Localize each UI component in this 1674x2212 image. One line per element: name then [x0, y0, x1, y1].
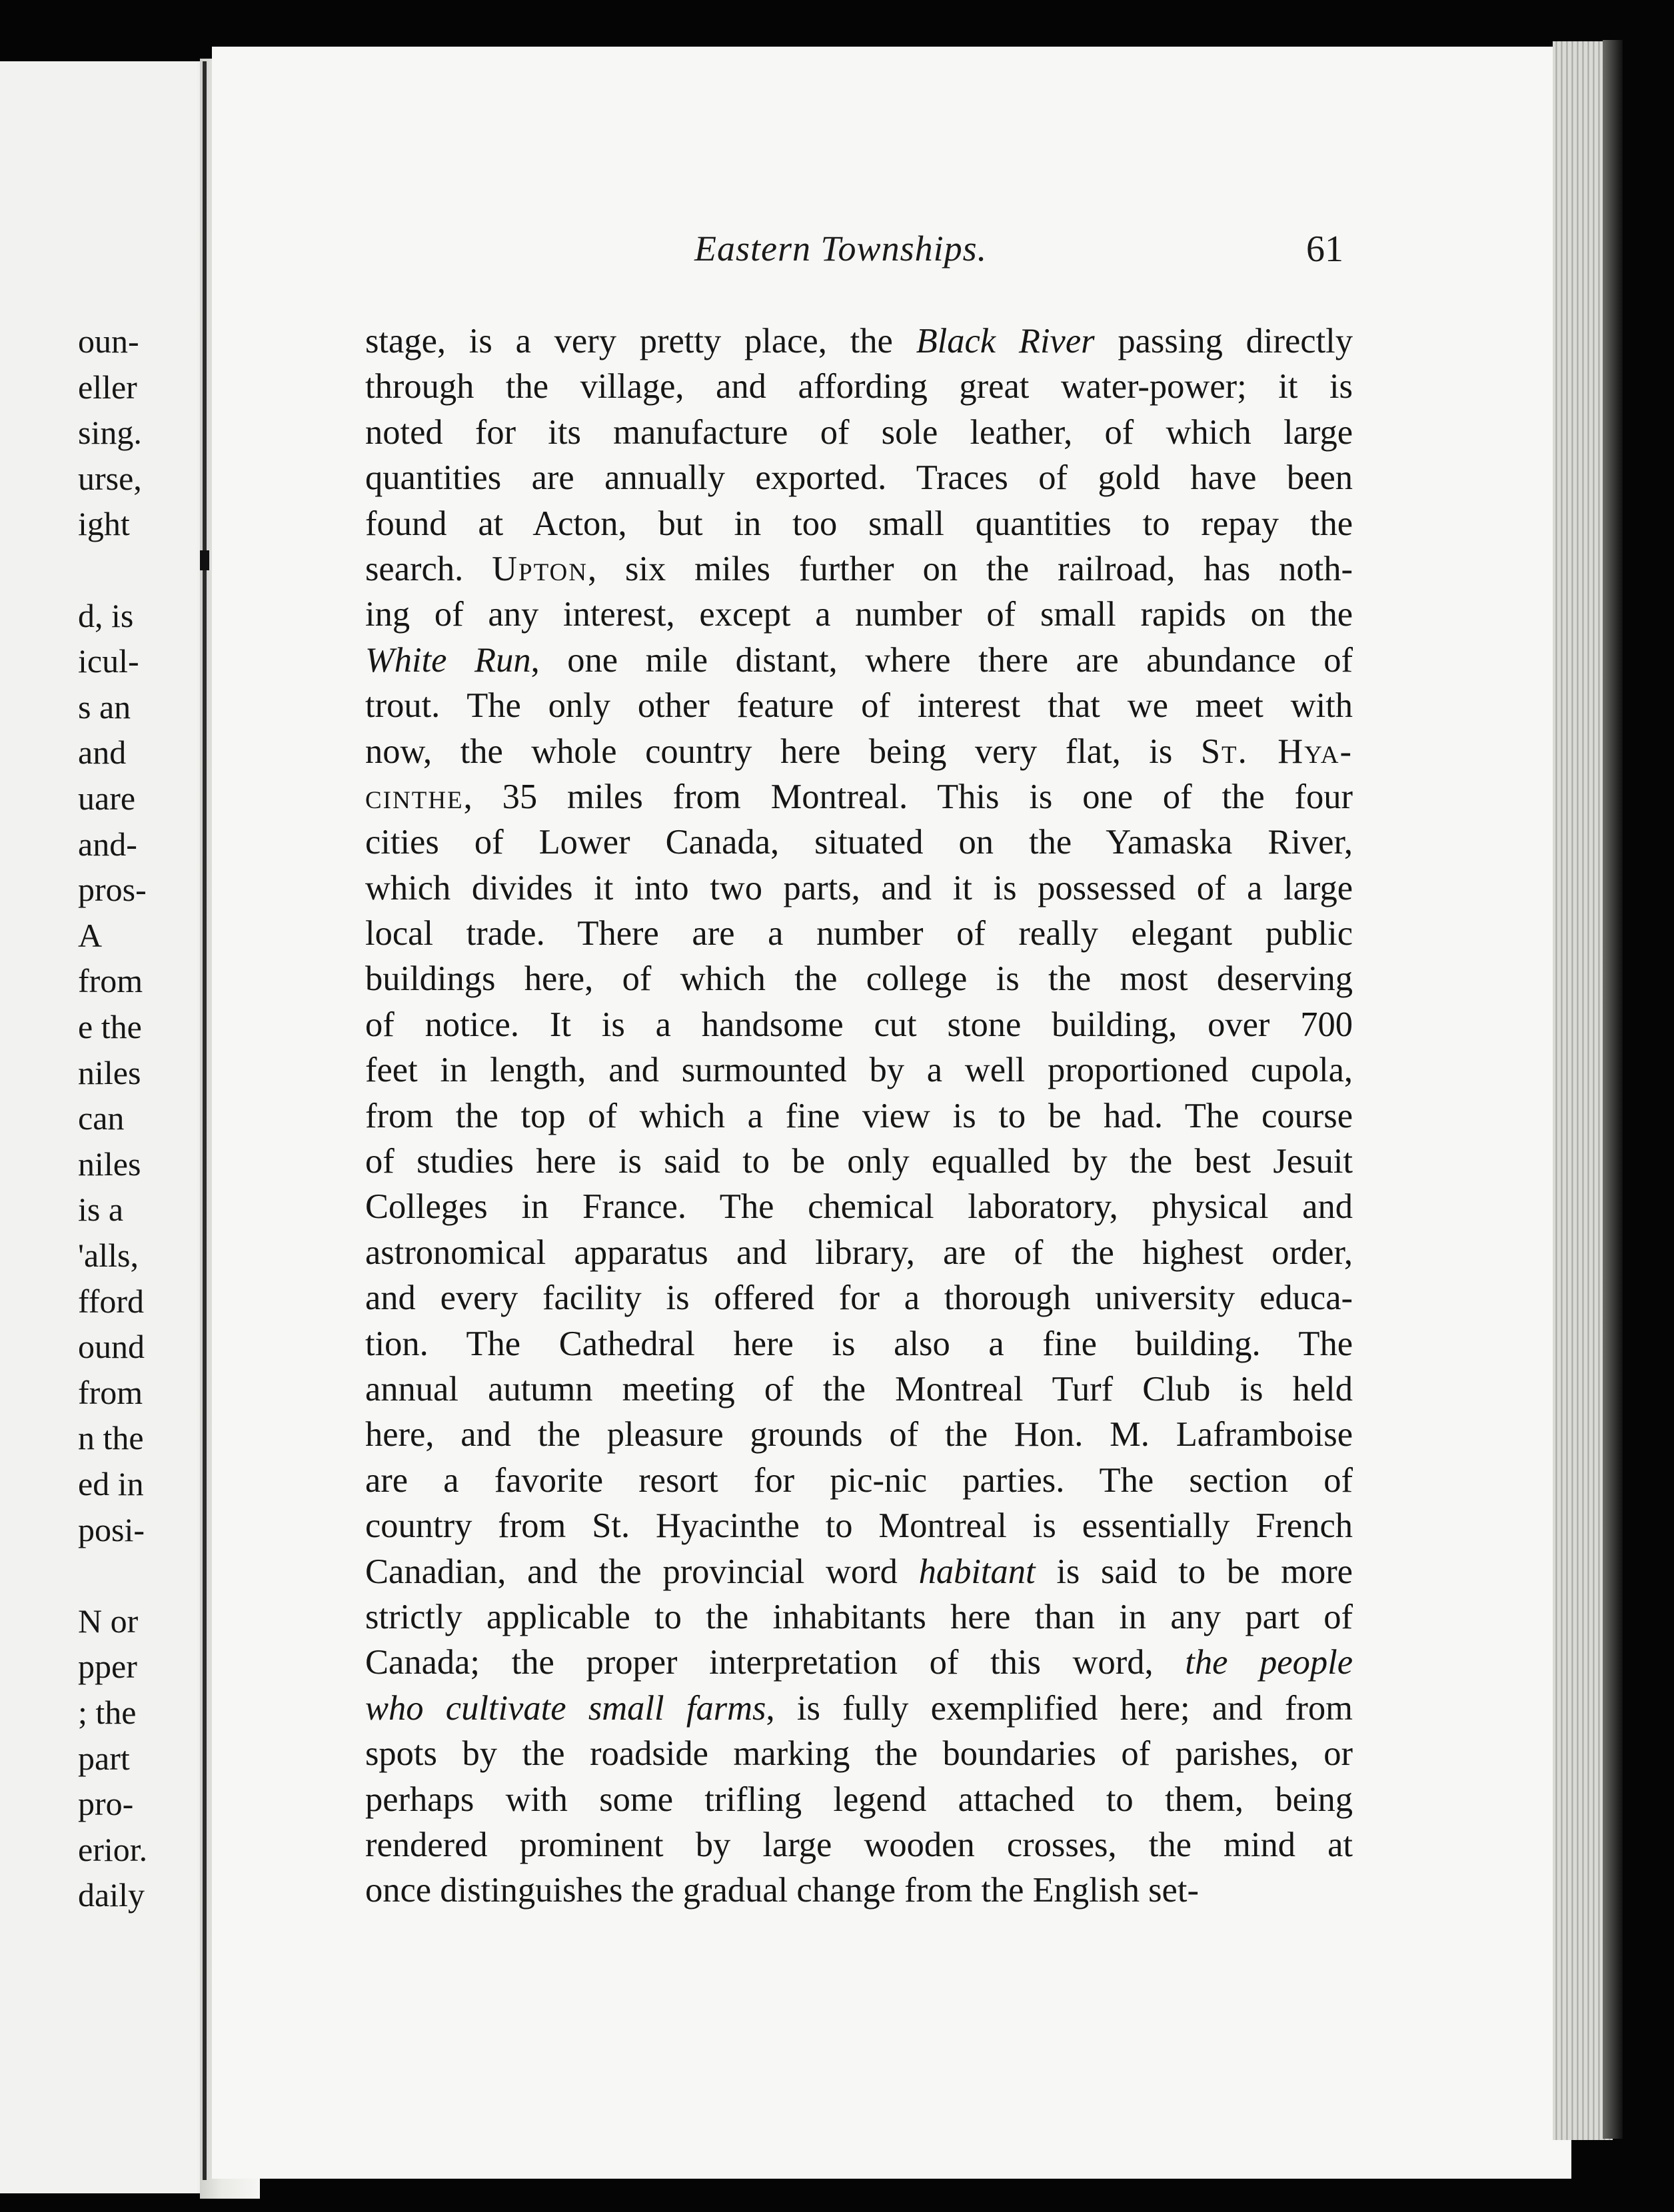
- small-caps-text-run: Upton: [492, 549, 588, 588]
- page-header: [0, 228, 1674, 275]
- text-run: now, the whole country here being very flat, is: [365, 732, 1201, 771]
- text-run: search.: [365, 549, 492, 588]
- running-head: Eastern Townships.: [694, 229, 988, 269]
- text-line: [365, 820, 1353, 865]
- left-page-fragment: can: [78, 1099, 125, 1137]
- text-run: , one mile distant, where there are abundance of: [530, 640, 1353, 680]
- text-run: found at Acton, but in too small quantities to repay the: [365, 504, 1353, 543]
- text-run: local trade. There are a number of really elegant public: [365, 914, 1353, 953]
- text-run: strictly applicable to the inhabitants here than in any part of: [365, 1597, 1353, 1636]
- italic-text-run: White Run: [365, 640, 531, 680]
- text-line: [365, 1594, 1353, 1640]
- left-page-fragment: A: [78, 916, 103, 954]
- italic-text-run: who cultivate small farms: [365, 1688, 766, 1728]
- text-line: [365, 1184, 1353, 1229]
- left-page-fragment: niles: [78, 1053, 141, 1091]
- text-line: [365, 1822, 1353, 1868]
- text-line: [365, 1230, 1353, 1275]
- text-run: through the village, and affording great water-power; it is: [365, 367, 1353, 406]
- left-page-fragment: ed in: [78, 1465, 144, 1502]
- left-page-fragment: erior.: [78, 1830, 148, 1868]
- text-line: [365, 546, 1353, 592]
- text-line: [365, 1093, 1353, 1139]
- italic-text-run: Black River: [916, 322, 1095, 360]
- text-line: [365, 455, 1353, 500]
- left-page-fragment: sing.: [78, 414, 142, 452]
- left-page-fragment: daily: [78, 1876, 145, 1914]
- text-run: trout. The only other feature of interest that we meet with: [365, 686, 1353, 726]
- text-line: [365, 865, 1353, 911]
- text-run: , 35 miles from Montreal. This is one of the four: [463, 777, 1353, 816]
- text-line: [365, 911, 1353, 956]
- text-run: of studies here is said to be only equalled by the best Jesuit: [365, 1142, 1353, 1181]
- text-line: [365, 774, 1353, 820]
- left-page-fragment: ; the: [78, 1694, 137, 1731]
- left-page-fragment: oun-: [78, 322, 139, 360]
- text-run: tion. The Cathedral here is also a fine building. The: [365, 1324, 1353, 1363]
- text-run: stage, is a very pretty place, the: [365, 322, 916, 360]
- page-body-text: [365, 318, 1353, 1914]
- text-line: [365, 683, 1353, 728]
- text-run: is said to be more: [1035, 1552, 1353, 1591]
- text-line: [365, 410, 1353, 455]
- text-run: passing directly: [1094, 322, 1353, 360]
- left-page-fragment: niles: [78, 1145, 141, 1183]
- left-page-fragment: 'alls,: [78, 1237, 139, 1274]
- italic-text-run: habitant: [918, 1552, 1036, 1591]
- text-line: [365, 1321, 1353, 1367]
- gutter-binding-mark: [200, 550, 209, 570]
- text-line: [365, 1002, 1353, 1047]
- text-run: noted for its manufacture of sole leather, of which large: [365, 412, 1353, 452]
- left-page-fragment: eller: [78, 368, 137, 406]
- left-page-fragment: pros-: [78, 871, 147, 909]
- text-line: [365, 1367, 1353, 1412]
- text-run: here, and the pleasure grounds of the Hon. M. Laframboise: [365, 1415, 1353, 1454]
- left-page-fragment: icul-: [78, 642, 139, 680]
- text-run: buildings here, of which the college is the most deserving: [365, 959, 1353, 999]
- text-line: [365, 1139, 1353, 1184]
- text-run: ing of any interest, except a number of small rapids on the: [365, 595, 1353, 634]
- left-page-fragment: ight: [78, 505, 130, 543]
- left-page-fragment: N or: [78, 1602, 139, 1640]
- left-page-fragment: d, is: [78, 596, 134, 634]
- gutter-binding-line: [203, 61, 207, 2180]
- text-run: annual autumn meeting of the Montreal Turf Club is held: [365, 1369, 1353, 1408]
- text-line: [365, 1458, 1353, 1503]
- left-page-fragment: from: [78, 962, 143, 1000]
- text-line: [365, 592, 1353, 637]
- text-run: of notice. It is a handsome cut stone building, over 700: [365, 1005, 1353, 1044]
- text-run: which divides it into two parts, and it is possessed of a large: [365, 868, 1353, 907]
- text-line: [365, 318, 1353, 364]
- text-run: rendered prominent by large wooden crosses, the mind at: [365, 1825, 1353, 1864]
- left-page: [0, 61, 215, 2193]
- left-page-fragment: is a: [78, 1191, 124, 1229]
- text-line: [365, 1275, 1353, 1321]
- left-page-fragment: part: [78, 1739, 130, 1777]
- left-page-fragment: posi-: [78, 1510, 145, 1548]
- left-page-fragment: fford: [78, 1282, 145, 1320]
- left-page-fragment: pper: [78, 1648, 137, 1686]
- text-line: [365, 501, 1353, 546]
- text-line: [365, 364, 1353, 409]
- text-run: quantities are annually exported. Traces of gold have been: [365, 458, 1353, 498]
- text-run: , six miles further on the railroad, has noth-: [587, 549, 1353, 588]
- text-run: and every facility is offered for a thorough university educa-: [365, 1279, 1353, 1318]
- text-line: [365, 1686, 1353, 1731]
- text-run: are a favorite resort for pic-nic parties. The section of: [365, 1460, 1353, 1500]
- left-page-fragment: uare: [78, 780, 136, 817]
- text-line: [365, 1412, 1353, 1457]
- text-line: [365, 1549, 1353, 1594]
- text-run: spots by the roadside marking the boundaries of parishes, or: [365, 1734, 1353, 1774]
- left-page-fragment: s an: [78, 688, 131, 726]
- text-run: Canada; the proper interpretation of this word,: [365, 1643, 1186, 1682]
- text-run: country from St. Hyacinthe to Montreal is essentially French: [365, 1506, 1353, 1546]
- left-page-fragment: and-: [78, 825, 137, 863]
- text-run: cities of Lower Canada, situated on the Yamaska River,: [365, 823, 1353, 862]
- small-caps-text-run: cinthe: [365, 777, 464, 816]
- page-number: 61: [1306, 229, 1343, 270]
- text-line: [365, 1868, 1353, 1913]
- text-run: , is fully exemplified here; and from: [766, 1688, 1353, 1728]
- text-line: [365, 729, 1353, 774]
- left-page-fragment: from: [78, 1373, 143, 1411]
- small-caps-text-run: St. Hya-: [1200, 732, 1353, 771]
- text-line: [365, 1777, 1353, 1822]
- left-page-fragment: and: [78, 734, 127, 772]
- text-run: once distinguishes the gradual change from the English set-: [365, 1871, 1199, 1910]
- italic-text-run: the people: [1185, 1643, 1353, 1682]
- text-run: perhaps with some trifling legend attached to them, being: [365, 1780, 1353, 1819]
- left-page-fragment: ound: [78, 1328, 145, 1366]
- left-page-fragment: pro-: [78, 1785, 134, 1823]
- text-run: Canadian, and the provincial word: [365, 1552, 919, 1591]
- text-run: astronomical apparatus and library, are of the highest order,: [365, 1233, 1353, 1272]
- page-edge-shadow: [1603, 40, 1623, 2139]
- text-line: [365, 956, 1353, 1001]
- text-line: [365, 638, 1353, 683]
- text-run: Colleges in France. The chemical laboratory, physical and: [365, 1187, 1353, 1227]
- text-line: [365, 1731, 1353, 1776]
- text-line: [365, 1640, 1353, 1685]
- text-line: [365, 1503, 1353, 1548]
- left-page-fragment: e the: [78, 1008, 142, 1045]
- left-page-fragment: urse,: [78, 459, 142, 497]
- text-run: feet in length, and surmounted by a well proportioned cupola,: [365, 1051, 1353, 1090]
- left-page-fragment: n the: [78, 1419, 144, 1457]
- text-run: from the top of which a fine view is to be had. The course: [365, 1096, 1353, 1135]
- text-line: [365, 1047, 1353, 1093]
